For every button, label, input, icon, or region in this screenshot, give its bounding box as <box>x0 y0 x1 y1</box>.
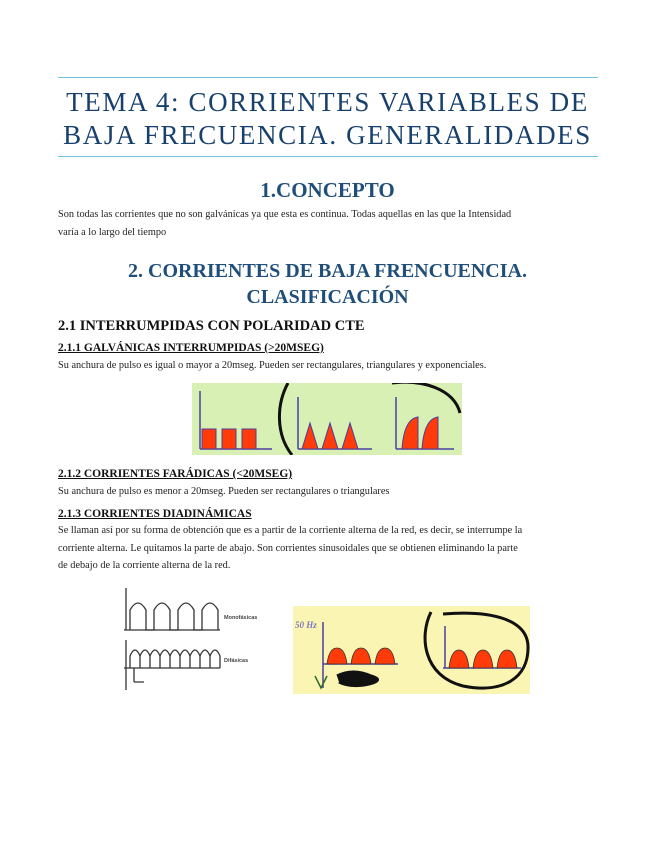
page-title <box>40 86 615 152</box>
monofasica-waveform <box>124 588 220 630</box>
figure-background <box>293 606 530 694</box>
monofasicas-label: Monofásicas <box>224 615 258 621</box>
subsection-2-1-heading: 2.1 INTERRUMPIDAS CON POLARIDAD CTE <box>58 318 365 334</box>
bottom-rule <box>58 156 598 157</box>
waveform-figure <box>120 586 280 696</box>
top-rule <box>58 77 598 78</box>
waveform-svg <box>120 586 280 696</box>
section-2-heading-line-1: 2. CORRIENTES DE BAJA FRENCUENCIA. <box>128 260 527 282</box>
diadinamicas-text-line-1: Se llaman así por su forma de obtención que es a partir de la corriente alterna de la red, es decir, se interrumpe la <box>58 525 523 536</box>
title-line-1: TEMA 4: CORRIENTES VARIABLES DE <box>66 87 589 117</box>
faradicas-heading: 2.1.2 CORRIENTES FARÁDICAS (<20MSEG) <box>58 468 293 480</box>
section-1-text-line-1: Son todas las corrientes que no son galvánicas ya que esta es continua. Todas aquellas en las que la Intensidad <box>58 209 512 220</box>
diadinamicas-text-line-3: de debajo de la corriente alterna de la red. <box>58 560 231 571</box>
title-line-2: BAJA FRECUENCIA. GENERALIDADES <box>63 120 592 150</box>
faradicas-text: Su anchura de pulso es menor a 20mseg. Pueden ser rectangulares o triangulares <box>58 486 390 497</box>
section-1-text-line-2: varía a lo largo del tiempo <box>58 227 167 238</box>
pulse-types-svg <box>192 383 462 455</box>
hz-label: 50 Hz <box>295 620 317 630</box>
section-2-heading-line-2: CLASIFICACIÓN <box>246 286 409 308</box>
difasicas-label: Difásicas <box>224 658 249 664</box>
galvanicas-text: Su anchura de pulso es igual o mayor a 20mseg. Pueden ser rectangulares, triangulares y exponenciales. <box>58 360 487 371</box>
diadinamicas-text-line-2: corriente alterna. Le quitamos la parte de abajo. Son corrientes sinusoidales que se obtienen eliminando la parte <box>58 543 518 554</box>
pulse-types-figure <box>192 383 462 455</box>
difasica-waveform <box>124 640 220 690</box>
rectified-sine-svg <box>293 606 530 694</box>
section-1-heading: 1.CONCEPTO <box>260 178 395 202</box>
galvanicas-heading: 2.1.1 GALVÁNICAS INTERRUMPIDAS (>20MSEG) <box>58 342 324 354</box>
diadinamicas-heading: 2.1.3 CORRIENTES DIADINÁMICAS <box>58 508 252 520</box>
rectified-sine-figure <box>293 606 530 694</box>
